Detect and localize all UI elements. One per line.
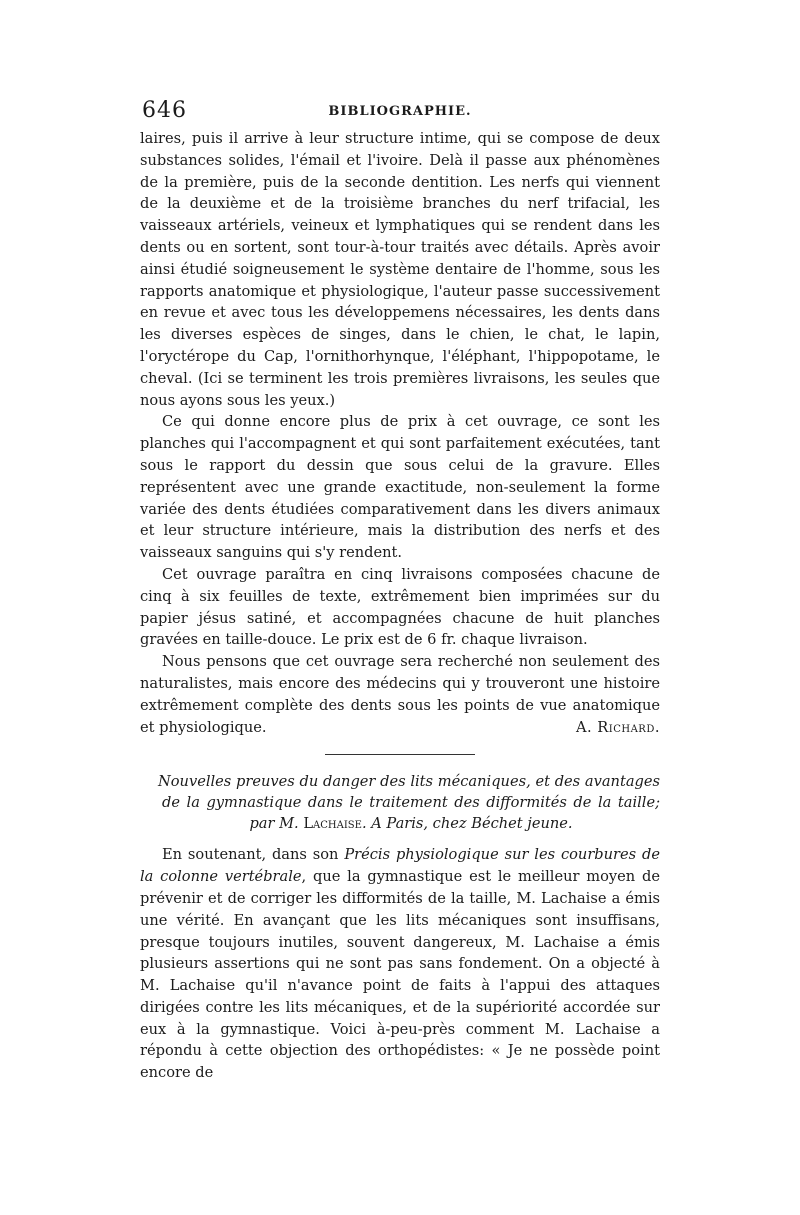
article-imprint: . A Paris, chez Béchet jeune. xyxy=(361,815,573,833)
review1-paragraph-4-text: Nous pensons que cet ouvrage sera recherché non seulement des naturalistes, mais encore des médecins qui y trouveront une histoire extrêmement complète des dents sous les points de vue anatomique et physiologique. xyxy=(140,653,660,736)
review2-paragraph-1 xyxy=(140,844,660,1084)
article-author: Lachaise xyxy=(303,815,362,833)
review1-paragraph-2: Ce qui donne encore plus de prix à cet ouvrage, ce sont les planches qui l'accompagnent et qui sont parfaitement exécutées, tant sous le rapport du dessin que sous celui de la gravure. Elles représentent avec une grande exactitude, non-seulement la forme variée des dents étudiées comparativement dans les divers animaux et leur structure intérieure, mais la distribution des nerfs et des vaisseaux sanguins qui s'y rendent. xyxy=(140,413,660,562)
running-head: BIBLIOGRAPHIE. xyxy=(328,104,472,119)
review2-paragraph-1-start: En soutenant, dans son xyxy=(162,846,345,864)
review2-paragraph-1-rest: , que la gymnastique est le meilleur moyen de prévenir et de corriger les difformités de la taille, M. Lachaise a émis une vérité. En avançant que les lits mécaniques sont insuffisans, presque toujours inutiles, souvent dangereux, M. Lachaise a émis plusieurs assertions qui ne sont pas sans fondement. On a objecté à M. Lachaise qu'il n'avance point de faits à l'appui des attaques dirigées contre les lits mécaniques, et de la supériorité accordée sur eux à la gymnastique. Voici à-peu-près comment M. Lachaise a répondu à cette objection des orthopédistes: « Je ne possède point encore de xyxy=(140,868,660,1082)
article-title-text: Nouvelles preuves du danger des lits mécaniques, et des avantages de la gymnastique dans le traitement des difformités de la taille; par M. xyxy=(158,773,660,833)
reviewer-signature: A. Richard. xyxy=(575,718,660,736)
review1-paragraph-1: laires, puis il arrive à leur structure intime, qui se compose de deux substances solides, l'émail et l'ivoire. Delà il passe aux phénomènes de la première, puis de la seconde dentition. Les nerfs qui viennent de la deuxième et de la troisième branches du nerf trifacial, les vaisseaux artériels, veineux et lymphatiques qui se rendent dans les dents ou en sortent, sont tour-à-tour traités avec détails. Après avoir ainsi étudié soigneusement le système dentaire de l'homme, sous les rapports anatomique et physiologique, l'auteur passe successivement en revue et avec tous les développemens nécessaires, les dents dans les diverses espèces de singes, dans le chien, le chat, le lapin, l'oryctérope du Cap, l'ornithorhynque, l'éléphant, l'hippopotame, le cheval. (Ici se terminent les trois premières livraisons, les seules que nous ayons sous les yeux.) xyxy=(140,130,660,409)
page-number: 646 xyxy=(142,98,187,123)
cited-work-title: Précis physiologique sur les courbures de la colonne vertébrale xyxy=(140,846,660,886)
page-body xyxy=(140,128,660,1084)
page-header xyxy=(140,98,660,124)
article-title xyxy=(140,771,660,834)
section-divider xyxy=(325,754,475,755)
review1-paragraph-3: Cet ouvrage paraîtra en cinq livraisons composées chacune de cinq à six feuilles de texte, extrêmement bien imprimées sur du papier jésus satiné, et accompagnées chacune de huit planches gravées en taille-douce. Le prix est de 6 fr. chaque livraison. xyxy=(140,565,660,649)
review1-paragraph-4 xyxy=(140,651,660,738)
